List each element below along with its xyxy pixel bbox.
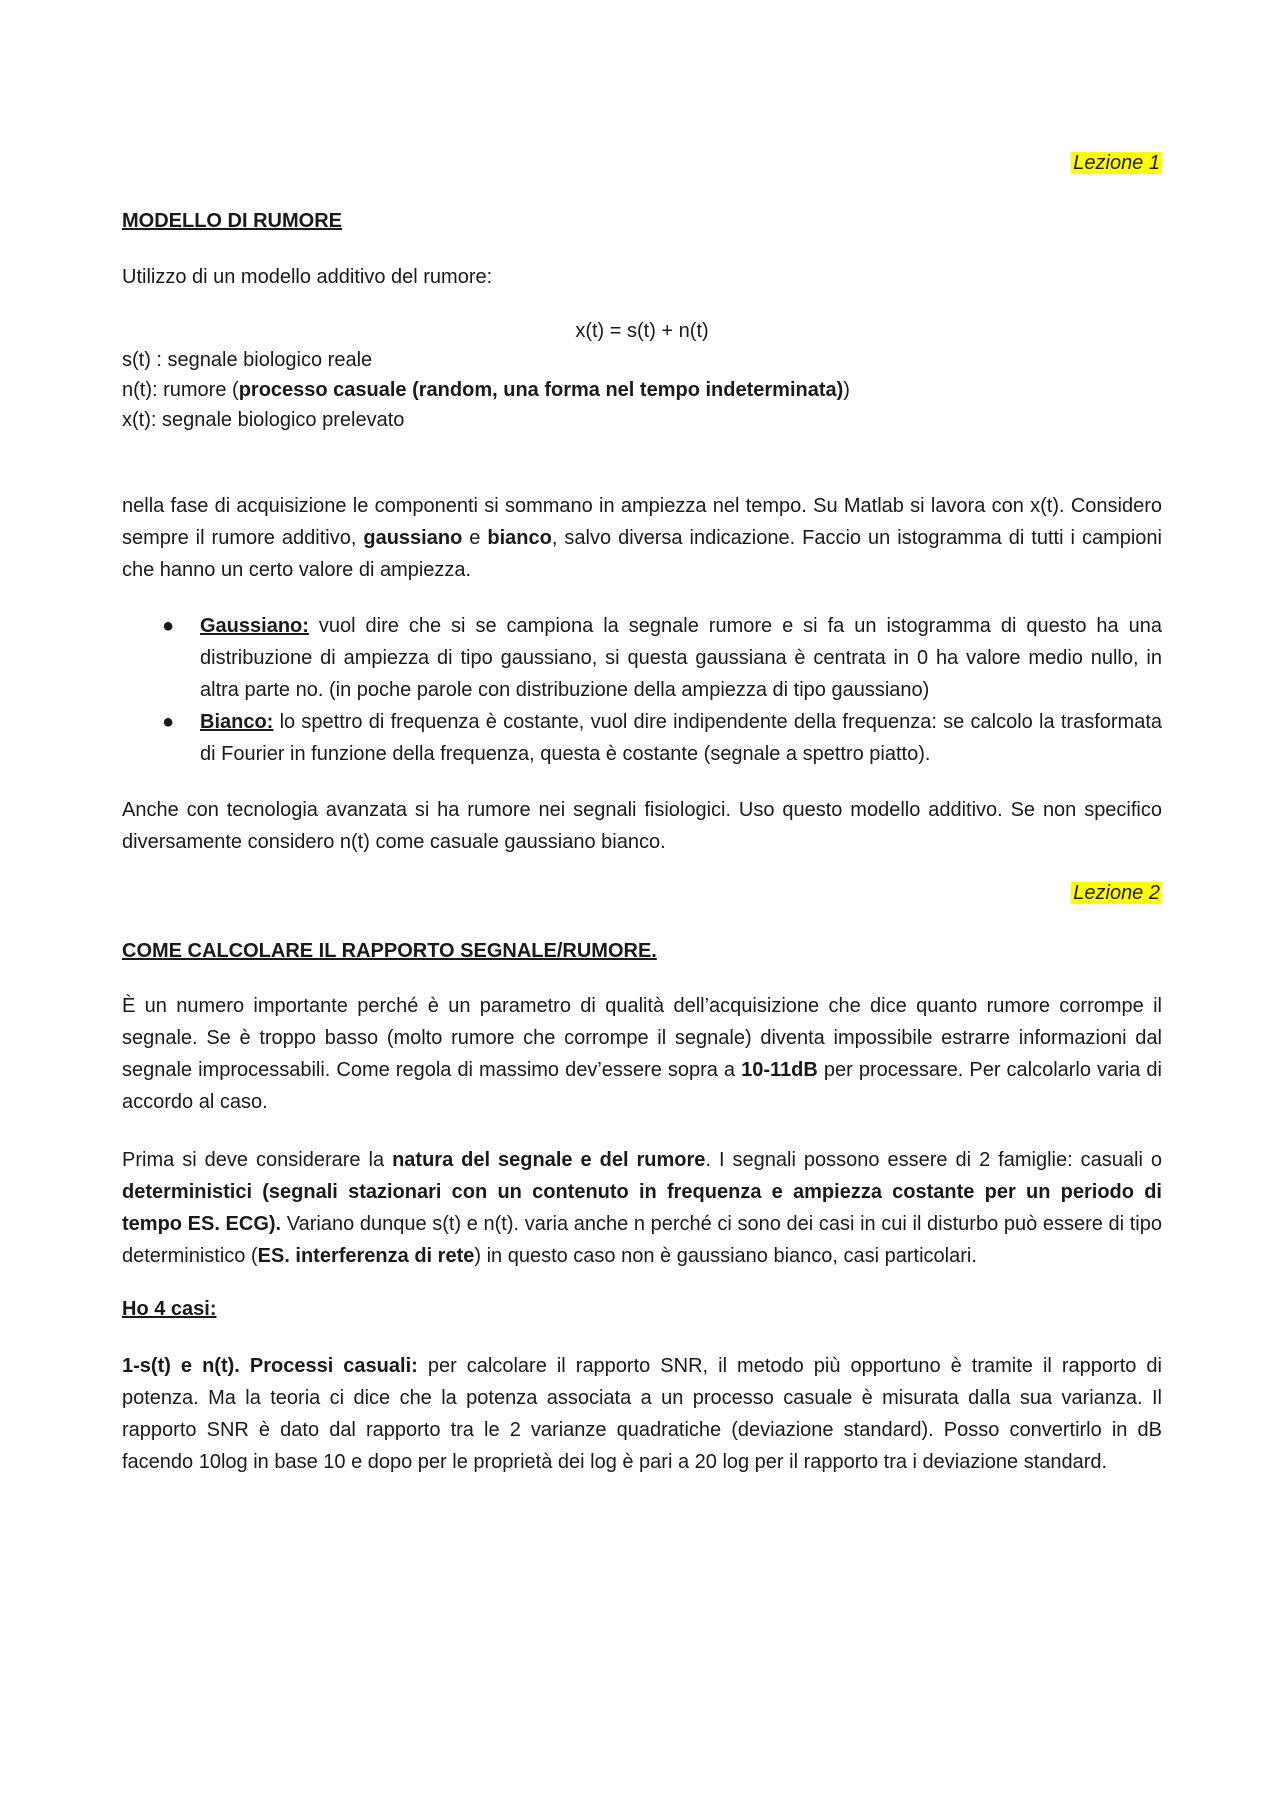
intro-text: Utilizzo di un modello additivo del rumore: [122, 266, 493, 288]
paragraph-signal-nature: Prima si deve considerare la natura del segnale e del rumore. I segnali possono essere di 2 famiglie: casuali o deterministici (segnali stazionari con un contenuto in frequenza e ampiezza costante per un periodo di tempo ES. ECG). Variano dunque s(t) e n(t). varia anche n perché ci sono dei casi in cui il disturbo può essere di tipo deterministico (ES. interferenza di rete) in questo caso non è gaussiano bianco, casi particolari. [122, 1149, 1163, 1267]
bullet-icon: ● [162, 615, 175, 637]
lesson-1-highlight: Lezione 1 [1073, 152, 1160, 174]
lesson-2-highlight: Lezione 2 [1073, 882, 1160, 904]
definition-x: x(t): segnale biologico prelevato [122, 409, 405, 431]
bullet-icon: ● [162, 711, 175, 733]
definition-s: s(t) : segnale biologico reale [122, 349, 373, 371]
list-item-gaussian: ● Gaussiano: vuol dire che si se campiona la segnale rumore e si fa un istogramma di questo ha una distribuzione di ampiezza di tipo gaussiano, si questa gaussiana è centrata in 0 ha valore medio nullo, in altra parte no. (in poche parole con distribuzione della ampiezza di tipo gaussiano) [122, 610, 1162, 706]
lesson-1-label [122, 152, 1162, 175]
paragraph-conclusion: Anche con tecnologia avanzata si ha rumore nei segnali fisiologici. Uso questo modello additivo. Se non specifico diversamente considero n(t) come casuale gaussiano bianco. [122, 799, 1162, 853]
cases-heading: Ho 4 casi: [122, 1298, 217, 1320]
paragraph-snr-importance: È un numero importante perché è un parametro di qualità dell’acquisizione che dice quanto rumore corrompe il segnale. Se è troppo basso (molto rumore che corrompe il segnale) diventa impossibile estrarre informazioni dal segnale improcessabili. Come regola di massimo dev’essere sopra a 10-11dB per processare. Per calcolarlo varia di accordo al caso. [122, 995, 1163, 1113]
definition-n: n(t): rumore (processo casuale (random, una forma nel tempo indeterminata)) [122, 379, 850, 401]
paragraph-case-1: 1-s(t) e n(t). Processi casuali: per calcolare il rapporto SNR, il metodo più opportuno è tramite il rapporto di potenza. Ma la teoria ci dice che la potenza associata a un processo casuale è misurata dalla sua varianza. Il rapporto SNR è dato dal rapporto tra le 2 varianze quadratiche (deviazione standard). Posso convertirlo in dB facendo 10log in base 10 e dopo per le proprietà dei log è pari a 20 log per il rapporto tra i deviazione standard. [122, 1355, 1162, 1473]
lesson-2-label [122, 882, 1162, 905]
section-heading-snr: COME CALCOLARE IL RAPPORTO SEGNALE/RUMORE. [122, 940, 657, 962]
list-item-white: ● Bianco: lo spettro di frequenza è costante, vuol dire indipendente della frequenza: se calcolo la trasformata di Fourier in funzione della frequenza, questa è costante (segnale a spettro piatto). [122, 706, 1162, 770]
section-heading-noise-model: MODELLO DI RUMORE [122, 210, 342, 232]
noise-properties-list [122, 610, 1162, 770]
formula: x(t) = s(t) + n(t) [575, 320, 709, 342]
paragraph-acquisition: nella fase di acquisizione le componenti si sommano in ampiezza nel tempo. Su Matlab si lavora con x(t). Considero sempre il rumore additivo, gaussiano e bianco, salvo diversa indicazione. Faccio un istogramma di tutti i campioni che hanno un certo valore di ampiezza. [122, 495, 1162, 581]
